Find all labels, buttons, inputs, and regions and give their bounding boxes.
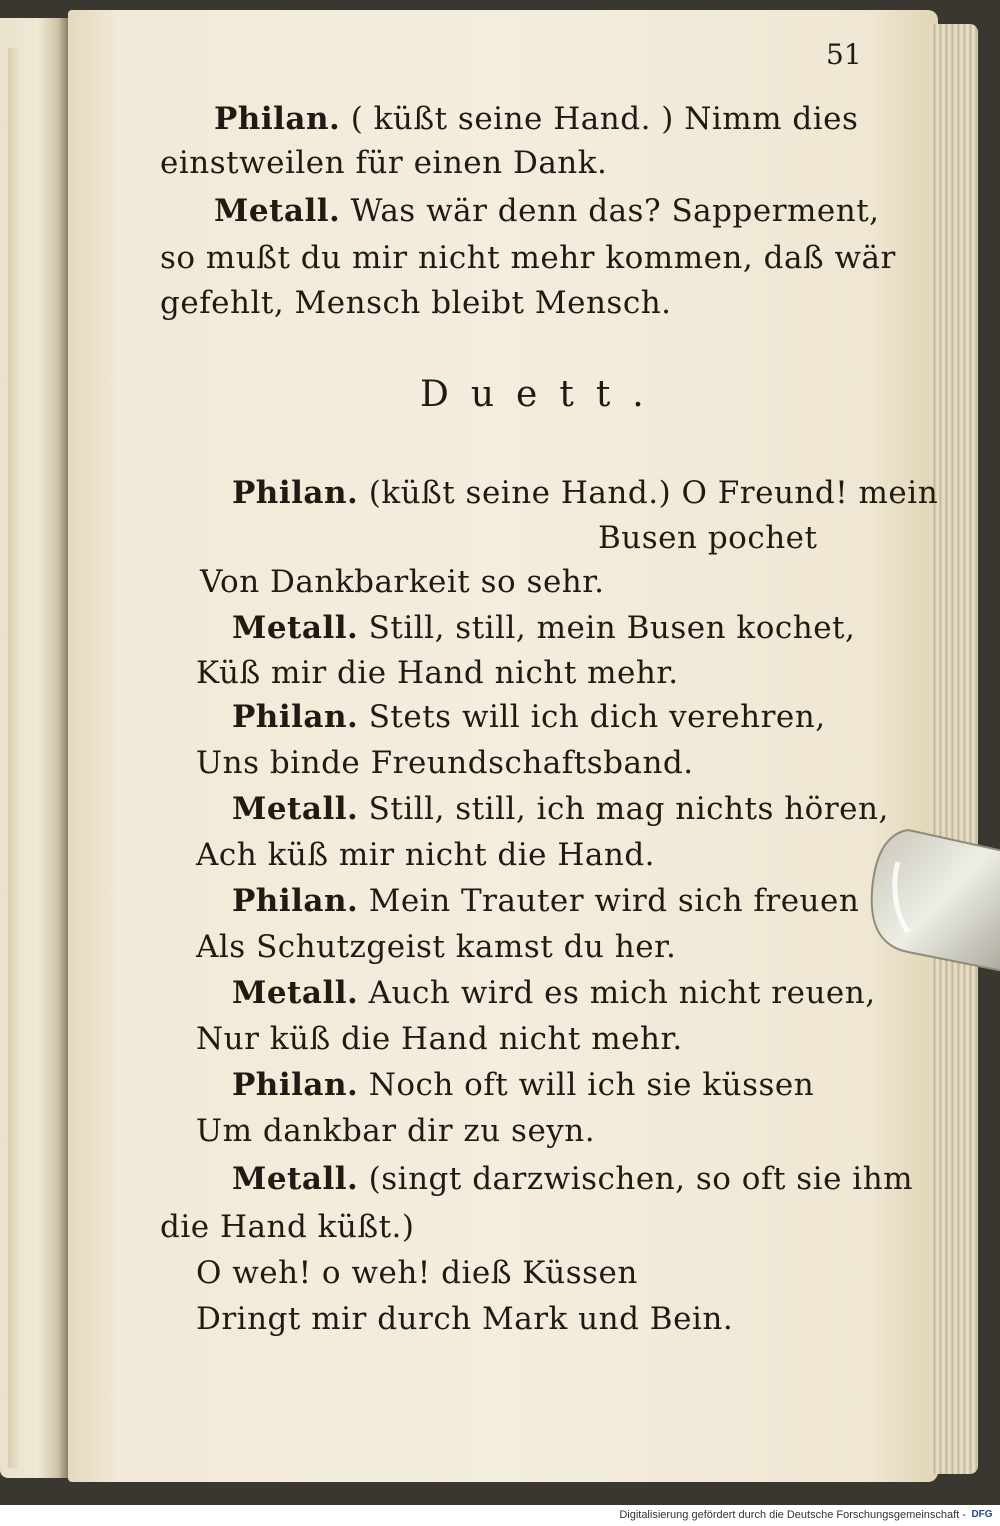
funding-credit: Digitalisierung gefördert durch die Deutsche Forschungsgemeinschaft - <box>619 1509 966 1521</box>
text-line-10 <box>196 655 679 691</box>
speaker-label: Metall. <box>232 975 359 1011</box>
digitization-footer <box>0 1505 1000 1526</box>
line-text: Um dankbar dir zu seyn. <box>196 1113 596 1149</box>
line-text: Still, still, mein Busen kochet, <box>368 610 856 646</box>
text-line-16 <box>196 929 677 965</box>
glass-page-weight <box>868 822 1000 972</box>
text-line-7 <box>598 520 818 556</box>
left-page-edge <box>0 18 68 1478</box>
text-line-8 <box>200 564 605 600</box>
section-heading: Duett. <box>420 374 666 415</box>
line-text: Stets will ich dich verehren, <box>368 699 826 735</box>
speaker-label: Philan. <box>232 699 359 735</box>
line-text: einstweilen für einen Dank. <box>160 145 608 181</box>
line-text: Auch wird es mich nicht reuen, <box>368 975 876 1011</box>
speaker-label: Philan. <box>232 883 359 919</box>
line-text: Noch oft will ich sie küssen <box>368 1067 815 1103</box>
text-line-5 <box>160 285 672 321</box>
text-line-2 <box>160 145 608 181</box>
line-text: Mein Trauter wird sich freuen <box>368 883 860 919</box>
text-line-23 <box>196 1255 638 1291</box>
text-line-11 <box>232 699 826 735</box>
line-text: Küß mir die Hand nicht mehr. <box>196 655 679 691</box>
text-line-12 <box>196 745 694 781</box>
line-text: (küßt seine Hand.) O Freund! mein <box>368 475 939 511</box>
page-stack-edges <box>930 24 978 1474</box>
dfg-logo: DFG <box>971 1509 993 1520</box>
speaker-label: Metall. <box>232 610 359 646</box>
text-line-13 <box>232 791 889 827</box>
left-page-fold <box>8 48 18 1468</box>
text-line-19 <box>232 1067 815 1103</box>
text-line-1 <box>214 101 859 137</box>
line-text: Dringt mir durch Mark und Bein. <box>196 1301 734 1337</box>
line-text: (singt darzwischen, so oft sie ihm <box>368 1161 914 1197</box>
text-line-3 <box>214 193 880 229</box>
line-text: Ach küß mir nicht die Hand. <box>196 837 656 873</box>
line-text: Von Dankbarkeit so sehr. <box>200 564 605 600</box>
text-line-24 <box>196 1301 734 1337</box>
line-text: Busen pochet <box>598 520 818 556</box>
line-text: so mußt du mir nicht mehr kommen, daß wär <box>160 240 896 276</box>
speaker-label: Metall. <box>232 791 359 827</box>
text-line-14 <box>196 837 656 873</box>
line-text: gefehlt, Mensch bleibt Mensch. <box>160 285 672 321</box>
speaker-label: Metall. <box>232 1161 359 1197</box>
text-line-21 <box>232 1161 914 1197</box>
speaker-label: Philan. <box>232 1067 359 1103</box>
page-number: 51 <box>826 38 862 71</box>
speaker-label: Metall. <box>214 193 341 229</box>
line-text: Uns binde Freundschaftsband. <box>196 745 694 781</box>
line-text: ( küßt seine Hand. ) Nimm dies <box>350 101 859 137</box>
text-line-22 <box>160 1209 415 1245</box>
text-line-4 <box>160 240 896 276</box>
line-text: Als Schutzgeist kamst du her. <box>196 929 677 965</box>
text-line-17 <box>232 975 876 1011</box>
text-line-9 <box>232 610 856 646</box>
line-text: die Hand küßt.) <box>160 1209 415 1245</box>
text-line-15 <box>232 883 860 919</box>
text-line-6 <box>232 475 939 511</box>
line-text: Nur küß die Hand nicht mehr. <box>196 1021 683 1057</box>
line-text: Was wär denn das? Sapperment, <box>350 193 880 229</box>
speaker-label: Philan. <box>214 101 341 137</box>
line-text: Still, still, ich mag nichts hören, <box>368 791 889 827</box>
line-text: O weh! o weh! dieß Küssen <box>196 1255 638 1291</box>
text-line-18 <box>196 1021 683 1057</box>
speaker-label: Philan. <box>232 475 359 511</box>
text-line-20 <box>196 1113 596 1149</box>
